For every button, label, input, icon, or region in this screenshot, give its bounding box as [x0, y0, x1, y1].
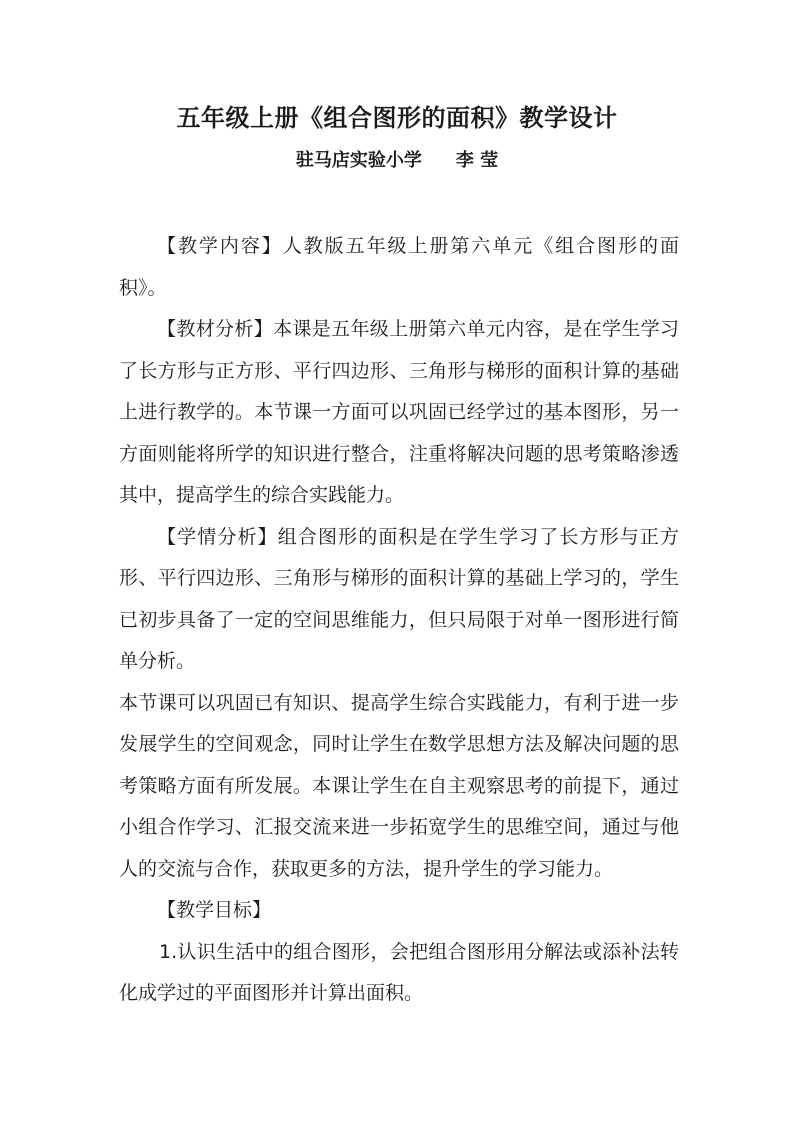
author-line: [0, 147, 794, 175]
paragraph-teaching-content: 【教学内容】人教版五年级上册第六单元《组合图形的面积》。: [119, 235, 679, 299]
document-body: [119, 226, 679, 1015]
goal-item-1: 1.认识生活中的组合图形，会把组合图形用分解法或添补法转化成学过的平面图形并计算出面积。: [119, 940, 679, 1004]
heading-teaching-goals: 【教学目标】: [157, 899, 272, 921]
paragraph-significance: 本节课可以巩固已有知识、提高学生综合实践能力，有利于进一步发展学生的空间观念，同时让学生在数学思想方法及解决问题的思考策略方面有所发展。本课让学生在自主观察思考的前提下，通过小组合作学习、汇报交流来进一步拓宽学生的思维空间，通过与他人的交流与合作，获取更多的方法，提升学生的学习能力。: [119, 691, 679, 880]
paragraph-learner-analysis: 【学情分析】组合图形的面积是在学生学习了长方形与正方形、平行四边形、三角形与梯形的面积计算的基础上学习的，学生已初步具备了一定的空间思维能力，但只局限于对单一图形进行简单分析。: [119, 525, 679, 672]
document-title: 五年级上册《组合图形的面积》教学设计: [176, 104, 618, 132]
teacher-name: 李 莹: [455, 150, 499, 171]
school-name: 驻马店实验小学: [295, 150, 422, 171]
paragraph-material-analysis: 【教材分析】本课是五年级上册第六单元内容，是在学生学习了长方形与正方形、平行四边形、三角形与梯形的面积计算的基础上进行教学的。本节课一方面可以巩固已经学过的基本图形，另一方面则能将所学的知识进行整合，注重将解决问题的思考策略渗透其中，提高学生的综合实践能力。: [119, 318, 679, 506]
